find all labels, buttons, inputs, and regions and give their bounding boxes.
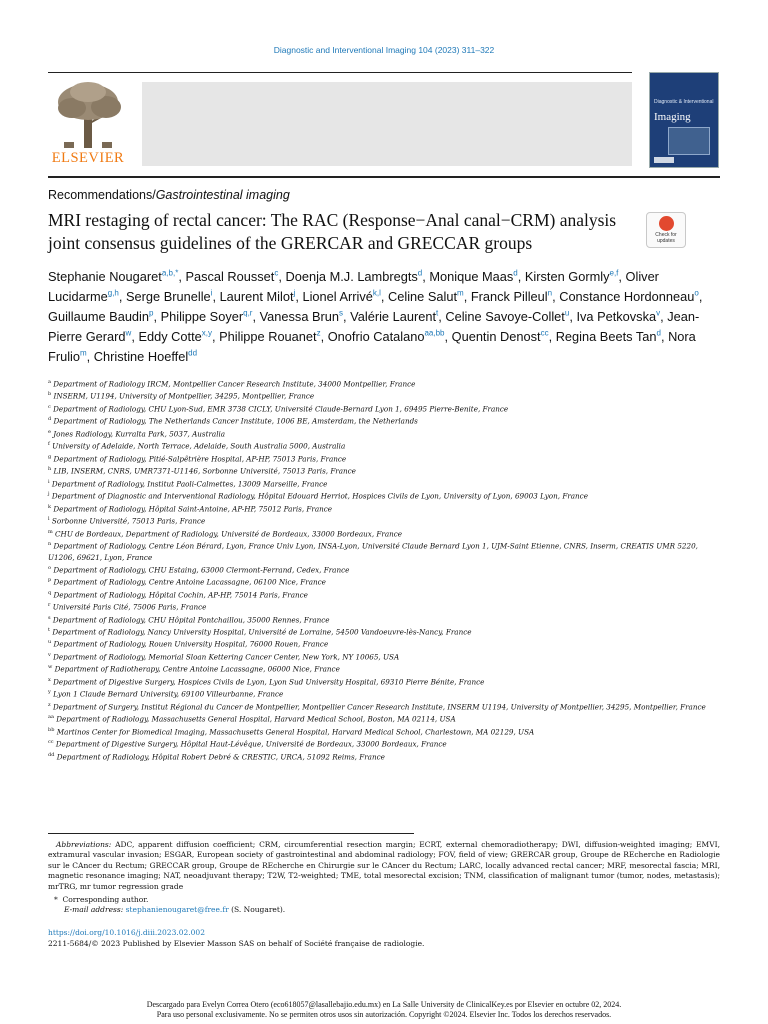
affiliation-item [48,427,720,439]
author-separator: , [463,289,471,305]
author[interactable] [576,309,667,324]
author-name: Kirsten Gormly [524,269,610,285]
author[interactable] [471,289,559,304]
author-affiliation-marker[interactable]: a,b,* [161,269,179,278]
affiliation-text: Department of Radiology, Hôpital Cochin, AP-HP, 75014 Paris, France [53,589,308,599]
cover-title: Imaging [654,111,691,123]
affiliation-item [48,687,720,699]
author-affiliation-marker[interactable]: t [436,308,439,318]
author-name: Celine Savoye-Collet [445,308,565,324]
title-rule [48,176,720,178]
check-updates-line2: updates [657,237,675,244]
affiliation-text: CHU de Bordeaux, Department of Radiology, Université de Bordeaux, 33000 Bordeaux, France [55,529,403,539]
affiliation-key: o [48,564,52,571]
masthead-banner [142,82,632,166]
affiliation-key: r [48,602,51,609]
author-separator: , [444,328,452,344]
author[interactable] [388,289,471,304]
author-affiliation-marker[interactable]: q,r [243,308,253,318]
author-affiliation-marker[interactable]: d [656,328,661,338]
author-affiliation-marker[interactable]: d [513,269,518,278]
author[interactable] [429,269,525,284]
affiliation-key: q [48,589,52,596]
affiliation-item [48,377,720,389]
affiliation-key: s [48,614,51,621]
author[interactable] [556,329,668,344]
author-separator: , [212,289,220,305]
author-separator: , [131,328,139,344]
affiliation-key: e [48,428,51,435]
affiliation-key: p [48,577,52,584]
affiliation-key: n [48,541,52,548]
section-category: Recommendations/ [48,188,156,202]
affiliation-text: Department of Radiology, Centre Antoine Lacassagne, 06100 Nice, France [53,577,326,587]
author-affiliation-marker[interactable]: u [564,308,570,318]
author-separator: , [252,308,260,324]
affiliation-item [48,502,720,514]
affiliation-key: cc [48,739,54,746]
affiliation-text: INSERM, U1194, University of Montpellier, 34295, Montpellier, France [53,391,315,401]
article-title: MRI restaging of rectal cancer: The RAC (Response−Anal canal−CRM) analysis joint consensus guidelines of the GRERCAR and GRECCAR groups [48,210,617,253]
affiliation-key: d [48,416,52,423]
affiliation-key: g [48,453,52,460]
author-separator: , [517,269,525,285]
author-separator: , [438,308,446,324]
affiliation-text: University of Adelaide, North Terrace, Adelaide, South Australia 5000, Australia [52,441,346,451]
affiliation-item [48,489,720,501]
affiliation-key: x [48,676,51,683]
affiliation-key: bb [48,726,55,733]
author-separator: , [343,308,351,324]
author[interactable] [48,269,185,284]
affiliation-text: Department of Surgery, Institut Régional du Cancer de Montpellier, Montpellier Cancer Research Institute, INSERM U1194, University of Montpellier, 34295, Montpellier, France [52,702,706,712]
affiliation-item [48,613,720,625]
author-name: Onofrio Catalano [327,328,425,344]
affiliation-text: Department of Radiology, CHU Hôpital Pontchaillou, 35000 Rennes, France [52,614,330,624]
author-name: Celine Salut [388,289,458,305]
affiliation-item [48,539,720,563]
affiliation-item [48,464,720,476]
check-updates-label [647,233,685,244]
author-separator: , [320,328,328,344]
author-list [48,266,720,365]
author-name: Guillaume Baudin [48,308,150,324]
affiliation-text: Department of Radiology, Rouen University Hospital, 76000 Rouen, France [53,639,329,649]
author-separator: , [698,289,703,305]
author-affiliation-marker[interactable]: e,f [609,269,619,278]
affiliation-item [48,439,720,451]
affiliation-key: j [48,491,50,498]
author-separator: , [118,289,126,305]
author[interactable] [126,289,220,304]
download-notice [0,1000,768,1020]
article-section [48,188,290,202]
author-affiliation-marker[interactable]: n [547,288,553,298]
affiliation-text: Department of Radiology, Hôpital Robert Debré & CRESTIC, URCA, 51092 Reims, France [56,752,385,762]
author-name: Christine Hoeffel [93,348,189,364]
author-name: Valérie Laurent [350,308,436,324]
cover-logo-strip [654,157,674,163]
cover-small-text: Diagnostic & Interventional [654,99,714,105]
author-name: Monique Maas [429,269,514,285]
affiliation-text: Department of Radiology, Nancy University Hospital, Université de Lorraine, 54500 Vandoeuvre-lès-Nancy, France [52,627,472,637]
affiliation-key: i [48,478,50,485]
affiliation-item [48,402,720,414]
author-affiliation-marker[interactable]: o [694,288,699,298]
author-name: Regina Beets Tan [555,328,657,344]
affiliation-key: y [48,689,51,696]
download-line-1: Descargado para Evelyn Correa Otero (eco618057@lasallebajio.edu.mx) en La Salle University de ClinicalKey.es por Elsevier en octubre 02, 2024. [146,1000,622,1009]
affiliation-key: u [48,639,52,646]
author[interactable] [94,349,197,364]
author-separator: , [211,328,220,344]
author-separator: , [86,348,94,364]
author-separator: , [548,328,556,344]
affiliation-item [48,527,720,539]
affiliation-text: Department of Diagnostic and Interventional Radiology, Hôpital Edouard Herriot, Hospices Civils de Lyon, University of Lyon, 69003 Lyon, France [51,491,588,501]
journal-cover-image[interactable] [649,72,719,168]
author-separator: , [660,308,668,324]
affiliation-key: l [48,516,50,523]
affiliation-item [48,700,720,712]
author-separator: , [178,269,186,285]
header-rule [48,72,632,73]
author-separator: , [295,289,303,305]
author[interactable] [285,269,429,284]
author[interactable] [260,309,351,324]
author-name: Eddy Cotte [138,328,202,344]
affiliation-text: Université Paris Cité, 75006 Paris, France [52,602,207,612]
author-affiliation-marker[interactable]: v [656,308,661,318]
affiliation-item [48,563,720,575]
email-suffix: (S. Nougaret). [231,905,286,915]
affiliation-item [48,675,720,687]
author-affiliation-marker[interactable]: aa,bb [424,328,445,338]
affiliation-text: Department of Radiology, Institut Paoli-Calmettes, 13009 Marseille, France [51,479,328,489]
author-name: Constance Hordonneau [559,289,695,305]
affiliation-text: Department of Radiology, Massachusetts General Hospital, Harvard Medical School, Boston, MA 02114, USA [56,714,456,724]
affiliation-key: m [48,528,53,535]
affiliation-text: Department of Radiology, Pitié-Salpêtrière Hospital, AP-HP, 75013 Paris, France [53,454,347,464]
abbreviations-label: Abbreviations: [56,840,112,849]
author-affiliation-marker[interactable]: dd [188,348,198,358]
author[interactable] [219,329,328,344]
affiliation-item [48,725,720,737]
author-affiliation-marker[interactable]: cc [540,328,549,338]
author-affiliation-marker[interactable]: m [80,348,87,358]
author[interactable] [350,309,445,324]
check-for-updates-badge[interactable] [646,212,686,248]
author-affiliation-marker[interactable]: w [125,328,132,338]
author-separator: , [569,308,577,324]
author-separator: , [618,269,626,285]
footnote-rule [48,833,414,834]
journal-reference[interactable]: Diagnostic and Interventional Imaging 104 (2023) 311–322 [273,45,495,55]
corresponding-author-note [48,895,720,916]
affiliation-list [48,377,720,762]
author-name: Doenja M.J. Lambregts [285,269,418,285]
author[interactable] [161,309,260,324]
affiliation-text: Department of Digestive Surgery, Hôpital Haut-Lévêque, Université de Bordeaux, 33000 Bordeaux, France [55,739,447,749]
affiliation-text: Sorbonne Université, 75013 Paris, France [51,516,206,526]
affiliation-text: Department of Radiology, Memorial Sloan Kettering Cancer Center, New York, NY 10065, USA [53,652,400,662]
email-link[interactable]: stephanienougaret@free.fr [125,905,229,915]
author-name: Nora Frulio [48,328,696,364]
copyright-line: 2211-5684/© 2023 Published by Elsevier Masson SAS on behalf of Société française de radiologie. [48,939,425,948]
section-subcategory: Gastrointestinal imaging [155,188,290,202]
affiliation-item [48,750,720,762]
affiliation-key: dd [48,751,55,758]
doi-link[interactable]: https://doi.org/10.1016/j.diii.2023.02.002 [48,928,205,937]
affiliation-text: Department of Radiology, CHU Estaing, 63000 Clermont-Ferrand, Cedex, France [53,565,350,575]
author-affiliation-marker[interactable]: z [316,328,321,338]
affiliation-item [48,477,720,489]
affiliation-key: k [48,503,52,510]
affiliation-text: Department of Radiology, CHU Lyon-Sud, EMR 3738 CICLY, Université Claude-Bernard Lyon 1, 69495 Pierre-Benite, France [53,404,509,414]
author-name: Iva Petkovska [576,308,657,324]
affiliation-key: aa [48,714,54,721]
author-separator: , [278,269,286,285]
affiliation-text: LIB, INSERM, CNRS, UMR7371-U1146, Sorbonne Université, 75013 Paris, France [53,466,356,476]
author[interactable] [328,329,452,344]
author[interactable] [452,329,556,344]
check-updates-line1: Check for [655,232,677,238]
affiliation-text: Department of Radiology, Hôpital Saint-Antoine, AP-HP, 75012 Paris, France [53,504,333,514]
affiliation-item [48,588,720,600]
affiliation-key: c [48,403,51,410]
affiliation-text: Lyon 1 Claude Bernard University, 69100 Villeurbanne, France [53,689,284,699]
affiliation-key: z [48,701,51,708]
author-affiliation-marker[interactable]: d [417,269,423,278]
author[interactable] [445,309,576,324]
author-affiliation-marker[interactable]: x,y [201,328,212,338]
affiliation-text: Martinos Center for Biomedical Imaging, Massachusetts General Hospital, Harvard Medical School, Charlestown, MA 02129, USA [56,727,535,737]
author-separator: , [660,328,669,344]
affiliation-item [48,600,720,612]
author[interactable] [185,269,285,284]
author-name: Serge Brunelle [126,289,211,305]
author-separator: , [153,308,161,324]
author-affiliation-marker[interactable]: j [293,288,296,298]
author[interactable] [302,289,388,304]
author-name: Jean-Pierre Gerard [48,308,700,344]
affiliation-key: b [48,391,52,398]
corresponding-star: * [54,895,58,904]
affiliation-item [48,452,720,464]
author-separator: , [552,289,560,305]
author-affiliation-marker[interactable]: i [210,288,213,298]
affiliation-item [48,637,720,649]
author-affiliation-marker[interactable]: c [274,269,279,278]
author-separator: , [422,269,430,285]
affiliation-text: Department of Radiology IRCM, Montpellier Cancer Research Institute, 34000 Montpellier, France [53,379,416,389]
author-affiliation-marker[interactable]: p [149,308,154,318]
affiliation-text: Jones Radiology, Kurralta Park, 5037, Australia [53,429,226,439]
affiliation-item [48,650,720,662]
affiliation-text: Department of Radiotherapy, Centre Antoine Lacassagne, 06000 Nice, France [54,664,340,674]
affiliation-key: t [48,626,51,633]
affiliation-item [48,737,720,749]
author-name: Stephanie Nougaret [48,269,162,285]
affiliation-item [48,625,720,637]
author-affiliation-marker[interactable]: k,l [372,288,381,298]
author-name: Pascal Rousset [185,269,275,285]
author[interactable] [559,289,702,304]
author[interactable] [48,309,161,324]
affiliation-key: v [48,651,51,658]
email-label: E-mail address: [64,905,124,915]
affiliation-key: w [48,664,53,671]
author[interactable] [525,269,626,284]
affiliation-text: Department of Digestive Surgery, Hospices Civils de Lyon, Lyon Sud University Hospital, 69310 Pierre Bénite, France [53,677,485,687]
affiliation-text: Department of Radiology, Centre Léon Bérard, Lyon, France Univ Lyon, INSA-Lyon, Université Claude Bernard Lyon 1, UJM-Saint Etienne, CNRS, Inserm, CREATIS UMR 5220, U1206, 69621, Lyon, France [48,541,698,562]
publisher-name: ELSEVIER [51,150,125,166]
affiliation-key: h [48,466,52,473]
author-affiliation-marker[interactable]: g,h [107,288,119,298]
author-name: Philippe Soyer [160,308,244,324]
affiliation-key: a [48,379,51,385]
download-line-2: Para uso personal exclusivamente. No se permiten otros usos sin autorización. Copyright ©2024. Elsevier Inc. Todos los derechos reservados. [156,1010,612,1019]
affiliation-item [48,575,720,587]
cover-picture [668,127,710,155]
affiliation-item [48,414,720,426]
affiliation-item [48,662,720,674]
author-name: Franck Pilleul [470,289,548,305]
affiliation-item [48,389,720,401]
author-name: Vanessa Brun [259,308,340,324]
affiliation-item [48,712,720,724]
affiliation-text: Department of Radiology, The Netherlands Cancer Institute, 1006 BE, Amsterdam, the Netherlands [53,416,418,426]
author-name: Lionel Arrivé [302,289,373,305]
author-name: Philippe Rouanet [219,328,317,344]
author[interactable] [220,289,303,304]
abbreviations-footnote [48,840,720,892]
corresponding-label: Corresponding author. [62,895,149,904]
author-name: Laurent Milot [219,289,294,305]
abbreviations-text: ADC, apparent diffusion coefficient; CRM, circumferential resection margin; ECRT, external chemoradiotherapy; DWI, diffusion-weighted imaging; EMVI, extramural vascular invasion; ESGAR, European society of gastrointestinal and abdominal radiology; FOV, field of view; GRERCAR group, Groupe de REcherche en Radiologie sur le CAncer du Rectum; GRECCAR group, Groupe de REcherche en Chirurgie sur le CAncer du Rectum; LARC, locally advanced rectal cancer; MRF, mesorectal fascia; MRI, magnetic resonance imaging; NAT, neoadjuvant therapy; T2W, T2-weighted; TME, total mesorectal excision; TNM, classification of malignant tumor (tumor, nodes, metastasis); mrTRG, mr tumor regression grade [48,840,720,891]
affiliation-item [48,514,720,526]
author-name: Quentin Denost [451,328,541,344]
author-name: Oliver Lucidarme [48,269,659,305]
author-affiliation-marker[interactable]: m [457,288,464,298]
check-updates-icon [659,216,674,231]
author[interactable] [138,329,219,344]
author-affiliation-marker[interactable]: s [339,308,344,318]
affiliation-key: f [48,441,50,448]
author-separator: , [380,289,388,305]
